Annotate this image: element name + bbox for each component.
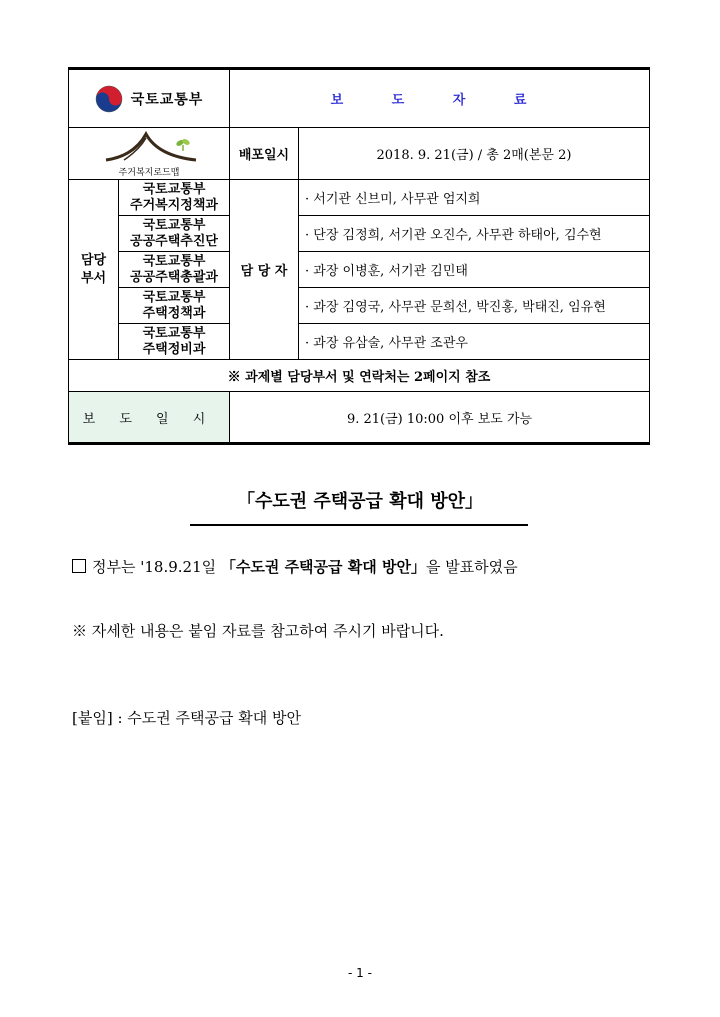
dept-name: 국토교통부 공공주택총괄과 <box>119 252 230 288</box>
page-number: - 1 - <box>348 966 372 980</box>
press-release-title: 보 도 자 료 <box>230 69 650 128</box>
announcement-paragraph <box>72 556 518 577</box>
taegeuk-logo-icon <box>95 85 123 113</box>
contact-label: 담 당 자 <box>230 180 299 360</box>
contact-list: · 과장 김영국, 사무관 문희선, 박진홍, 박태진, 임유현 <box>299 288 650 324</box>
distribution-value: 2018. 9. 21(금) / 총 2매(본문 2) <box>299 128 650 180</box>
dept-name: 국토교통부 주거복지정책과 <box>119 180 230 216</box>
contact-list: · 단장 김정희, 서기관 오진수, 사무관 하태아, 김수현 <box>299 216 650 252</box>
title-underline <box>190 524 528 526</box>
dept-name: 국토교통부 주택정책과 <box>119 288 230 324</box>
reference-note: ※ 자세한 내용은 붙임 자료를 참고하여 주시기 바랍니다. <box>72 622 444 640</box>
distribution-label: 배포일시 <box>230 128 299 180</box>
announcement-prefix: 정부는 '18.9.21일 <box>92 558 221 576</box>
ministry-logo-cell <box>69 69 230 128</box>
dept-name: 국토교통부 공공주택추진단 <box>119 216 230 252</box>
contact-list: · 서기관 신브미, 사무관 엄지희 <box>299 180 650 216</box>
contact-list: · 과장 이병훈, 서기관 김민태 <box>299 252 650 288</box>
checkbox-square-icon <box>72 559 86 573</box>
attachment-line: [붙임] : 수도권 주택공급 확대 방안 <box>72 709 301 727</box>
press-release-header-table <box>68 67 650 445</box>
roof-leaf-logo-icon <box>84 130 214 164</box>
document-title: 「수도권 주택공급 확대 방안」 <box>236 491 484 512</box>
dept-name: 국토교통부 주택정비과 <box>119 324 230 360</box>
brand-logo-cell <box>69 128 230 180</box>
ministry-name: 국토교통부 <box>130 91 204 108</box>
announcement-suffix: 을 발표하였음 <box>425 558 518 576</box>
brand-text: 주거복지로드맵 <box>118 167 180 178</box>
announcement-reference: 「수도권 주택공급 확대 방안」 <box>220 558 426 576</box>
publish-label: 보 도 일 시 <box>69 392 230 444</box>
contact-note: ※ 과제별 담당부서 및 연락처는 2페이지 참조 <box>69 360 650 392</box>
publish-value: 9. 21(금) 10:00 이후 보도 가능 <box>230 392 650 444</box>
dept-label: 담당 부서 <box>69 180 119 360</box>
contact-list: · 과장 유삼술, 사무관 조관우 <box>299 324 650 360</box>
